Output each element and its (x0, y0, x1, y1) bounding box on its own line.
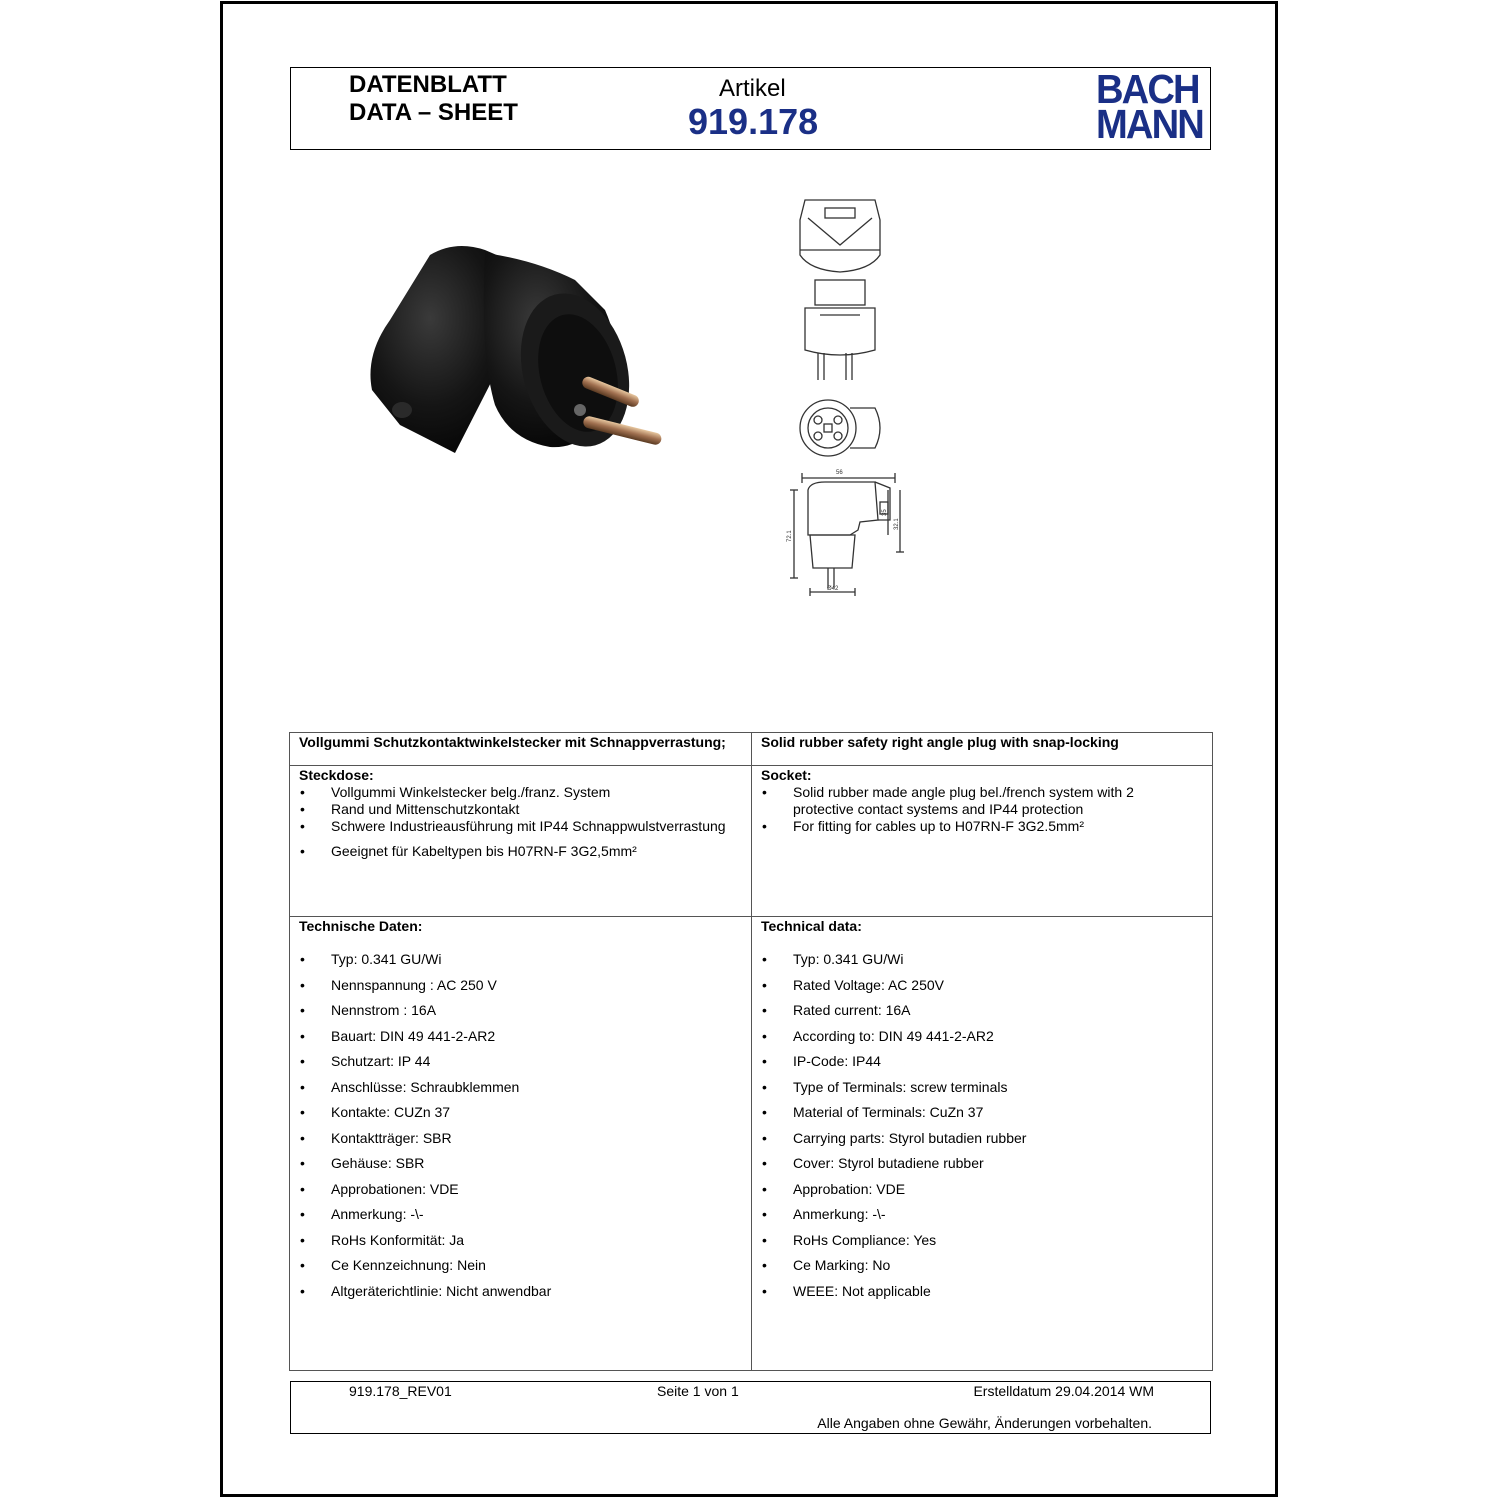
footer-revision: 919.178_REV01 (349, 1383, 452, 1399)
socket-heading-de: Steckdose: (299, 767, 374, 783)
technical-heading-de: Technische Daten: (299, 918, 423, 934)
dim-width: 56 (836, 470, 843, 476)
row-divider (290, 765, 1212, 766)
dim-height-b: 32.1 (894, 518, 900, 530)
list-item: • For fitting for cables up to H07RN-F 3G2.5mm² (761, 818, 1141, 835)
list-item: • Type of Terminals: screw terminals (761, 1079, 1201, 1105)
socket-list-de (299, 784, 739, 860)
bachmann-logo (1096, 66, 1203, 147)
list-item: • WEEE: Not applicable (761, 1283, 1201, 1309)
footer-created: Erstelldatum 29.04.2014 WM (973, 1383, 1154, 1399)
logo-line-1: BACH (1096, 66, 1199, 112)
list-item: • Rated current: 16A (761, 1002, 1201, 1028)
dim-height-a: 35 (882, 509, 888, 516)
title-de: DATENBLATT (349, 71, 507, 98)
technical-list-en (761, 951, 1201, 1308)
list-item: • Nennspannung : AC 250 V (299, 977, 739, 1003)
title-en: DATA – SHEET (349, 99, 518, 126)
list-item: • Approbation: VDE (761, 1181, 1201, 1207)
spec-table (289, 732, 1213, 1371)
socket-heading-en: Socket: (761, 767, 812, 783)
socket-list-en (761, 784, 1141, 835)
artikel-label: Artikel (719, 75, 786, 102)
technical-drawing (780, 190, 910, 600)
list-item: • Solid rubber made angle plug bel./french system with 2 protective contact systems and IP44 protection (761, 784, 1141, 818)
list-item: • IP-Code: IP44 (761, 1053, 1201, 1079)
list-item: • Ce Marking: No (761, 1257, 1201, 1283)
list-item: • Carrying parts: Styrol butadien rubber (761, 1130, 1201, 1156)
list-item: • Anschlüsse: Schraubklemmen (299, 1079, 739, 1105)
dim-height-total: 72.1 (787, 530, 793, 542)
list-item: • Anmerkung: -\- (761, 1206, 1201, 1232)
technical-heading-en: Technical data: (761, 918, 862, 934)
list-item: • Typ: 0.341 GU/Wi (299, 951, 739, 977)
list-item: • Kontaktträger: SBR (299, 1130, 739, 1156)
list-item: • Approbationen: VDE (299, 1181, 739, 1207)
list-item: • Geeignet für Kabeltypen bis H07RN-F 3G2,5mm² (299, 843, 739, 860)
list-item: • Altgeräterichtlinie: Nicht anwendbar (299, 1283, 739, 1309)
list-item: • Anmerkung: -\- (299, 1206, 739, 1232)
dim-diameter: Ø42 (827, 586, 839, 592)
footer-page: Seite 1 von 1 (657, 1383, 739, 1399)
list-item: • Schutzart: IP 44 (299, 1053, 739, 1079)
document-header (290, 67, 1211, 150)
list-item: • Schwere Industrieausführung mit IP44 Schnappwulstverrastung (299, 818, 739, 835)
list-item: • Kontakte: CUZn 37 (299, 1104, 739, 1130)
list-item: • RoHs Konformität: Ja (299, 1232, 739, 1258)
list-item: • Gehäuse: SBR (299, 1155, 739, 1181)
list-item: • Vollgummi Winkelstecker belg./franz. System (299, 784, 739, 801)
list-item: • Material of Terminals: CuZn 37 (761, 1104, 1201, 1130)
list-item: • Bauart: DIN 49 441-2-AR2 (299, 1028, 739, 1054)
list-item: • Nennstrom : 16A (299, 1002, 739, 1028)
list-item: • Rated Voltage: AC 250V (761, 977, 1201, 1003)
description-de: Vollgummi Schutzkontaktwinkelstecker mit Schnappverrastung; (299, 734, 726, 750)
logo-line-2: MANN (1096, 101, 1203, 147)
list-item: • RoHs Compliance: Yes (761, 1232, 1201, 1258)
artikel-number: 919.178 (688, 101, 819, 142)
document-footer (290, 1381, 1211, 1434)
footer-disclaimer: Alle Angaben ohne Gewähr, Änderungen vorbehalten. (817, 1415, 1152, 1431)
list-item: • Rand und Mittenschutzkontakt (299, 801, 739, 818)
product-photo (360, 235, 680, 465)
description-en: Solid rubber safety right angle plug with snap-locking (761, 734, 1119, 750)
list-item: • According to: DIN 49 441-2-AR2 (761, 1028, 1201, 1054)
column-divider (751, 733, 752, 1370)
list-item: • Cover: Styrol butadiene rubber (761, 1155, 1201, 1181)
list-item: • Typ: 0.341 GU/Wi (761, 951, 1201, 977)
row-divider (290, 916, 1212, 917)
technical-list-de (299, 951, 739, 1308)
list-item: • Ce Kennzeichnung: Nein (299, 1257, 739, 1283)
